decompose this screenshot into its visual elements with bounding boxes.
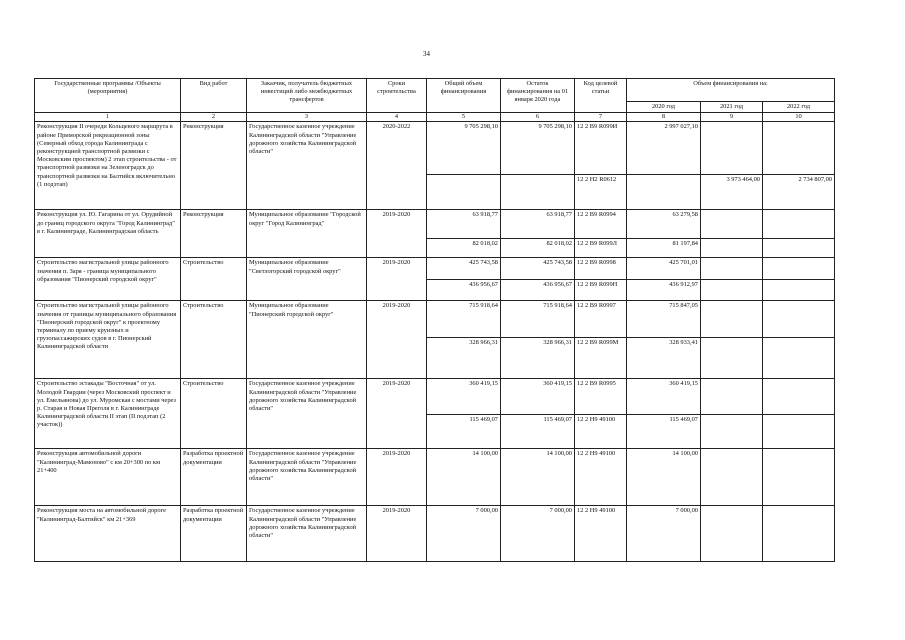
year-2022-cell (763, 301, 835, 338)
period-cell: 2019-2020 (367, 301, 427, 379)
year-2022-cell (763, 449, 835, 506)
header-remainder: Остаток финансирования на 01 января 2020 года (501, 79, 575, 113)
object-name-cell: Строительство эстакады "Восточная" от ул. Молодой Гвардии (через Московский проспект и ул. Емельянова) до ул. Муромская с мостами через р. Старая и Новая Преголя в г. Калининграде Калининградской области II этап (II подэтап (2 участок)) (35, 379, 181, 449)
year-2020-cell: 2 997 027,10 (627, 122, 701, 175)
column-number: 10 (763, 113, 835, 122)
year-2020-cell: 425 701,01 (627, 258, 701, 280)
customer-cell: Государственное казенное учреждение Калининградской области "Управление дорожного хозяйства Калининградской области" (247, 122, 367, 210)
remainder-cell: 14 100,00 (501, 449, 575, 506)
customer-cell: Государственное казенное учреждение Калининградской области "Управление дорожного хозяйства Калининградской области" (247, 449, 367, 506)
total-cell: 63 918,77 (427, 210, 501, 239)
year-2021-cell (701, 301, 763, 338)
year-2021-cell: 3 973 464,00 (701, 175, 763, 210)
work-type-cell: Реконструкция (181, 210, 247, 258)
object-name-cell: Реконструкция II очереди Кольцевого маршрута в районе Приморской рекреационной зоны (Северный обход города Калининграда с реконструкцией транспортной развязки с Московским проспектом) 2 этап строительства - от транспортной развязки на Зеленоградск до транспортной развязки на Балтийск включительно (1 подэтап) (35, 122, 181, 210)
remainder-cell: 328 966,31 (501, 338, 575, 379)
header-year-2020: 2020 год (627, 102, 701, 113)
table-row (35, 506, 835, 562)
year-2021-cell (701, 280, 763, 301)
page-number: 34 (423, 50, 430, 58)
work-type-cell: Разработка проектной документации (181, 449, 247, 506)
total-cell: 115 469,07 (427, 415, 501, 449)
year-2020-cell: 14 100,00 (627, 449, 701, 506)
header-code: Код целевой статьи (575, 79, 627, 113)
work-type-cell: Реконструкция (181, 122, 247, 210)
work-type-cell: Строительство (181, 379, 247, 449)
code-cell: 12 2 B9 R0998 (575, 258, 627, 280)
period-cell: 2019-2020 (367, 449, 427, 506)
total-cell: 328 966,31 (427, 338, 501, 379)
column-number: 2 (181, 113, 247, 122)
code-cell: 12 2 B9 R0997 (575, 301, 627, 338)
year-2020-cell: 7 000,00 (627, 506, 701, 562)
header-customer: Заказчик, получатель бюджетных инвестиций либо межбюджетных трансфертов (247, 79, 367, 113)
header-row (35, 79, 835, 102)
year-2020-cell: 115 469,07 (627, 415, 701, 449)
total-cell: 436 956,67 (427, 280, 501, 301)
total-cell: 425 743,58 (427, 258, 501, 280)
remainder-cell: 360 419,15 (501, 379, 575, 415)
customer-cell: Государственное казенное учреждение Калининградской области "Управление дорожного хозяйства Калининградской области" (247, 506, 367, 562)
year-2020-cell: 81 197,84 (627, 239, 701, 258)
year-2020-cell: 63 279,58 (627, 210, 701, 239)
year-2021-cell (701, 258, 763, 280)
year-2021-cell (701, 449, 763, 506)
column-number: 7 (575, 113, 627, 122)
code-cell: 12 2 B9 R0995 (575, 379, 627, 415)
total-cell: 9 705 298,10 (427, 122, 501, 175)
header-period: Сроки строительства (367, 79, 427, 113)
code-cell: 12 2 H9 49100 (575, 415, 627, 449)
column-number: 5 (427, 113, 501, 122)
header-program: Государственные программы /Объекты (мероприятия) (35, 79, 181, 113)
table-row (35, 210, 835, 239)
header-year-2022: 2022 год (763, 102, 835, 113)
object-name-cell: Реконструкция автомобильной дороги "Калининград-Мамоново" с км 20+300 по км 21+400 (35, 449, 181, 506)
customer-cell: Муниципальное образование "Светлогорский городской округ" (247, 258, 367, 301)
year-2022-cell (763, 379, 835, 415)
code-cell: 12 2 B9 R099Н (575, 280, 627, 301)
remainder-cell: 82 018,02 (501, 239, 575, 258)
year-2020-cell: 328 933,41 (627, 338, 701, 379)
header-total: Общий объем финансирования (427, 79, 501, 113)
year-2020-cell: 715 847,05 (627, 301, 701, 338)
year-2022-cell (763, 415, 835, 449)
header-work-type: Вид работ (181, 79, 247, 113)
column-number-row (35, 113, 835, 122)
year-2020-cell: 360 419,15 (627, 379, 701, 415)
column-number: 3 (247, 113, 367, 122)
customer-cell: Муниципальное образование "Пионерский городской округ" (247, 301, 367, 379)
year-2021-cell (701, 239, 763, 258)
year-2022-cell (763, 122, 835, 175)
column-number: 1 (35, 113, 181, 122)
year-2021-cell (701, 379, 763, 415)
year-2022-cell (763, 258, 835, 280)
code-cell: 12 2 H2 R0612 (575, 175, 627, 210)
remainder-cell (501, 175, 575, 210)
table-row (35, 258, 835, 280)
code-cell: 12 2 B9 R099Л (575, 239, 627, 258)
year-2022-cell (763, 506, 835, 562)
customer-cell: Муниципальное образование "Городской округ "Город Калининград" (247, 210, 367, 258)
year-2021-cell (701, 122, 763, 175)
table-row (35, 449, 835, 506)
remainder-cell: 436 956,67 (501, 280, 575, 301)
total-cell: 360 419,15 (427, 379, 501, 415)
column-number: 4 (367, 113, 427, 122)
total-cell: 82 018,02 (427, 239, 501, 258)
work-type-cell: Разработка проектной документации (181, 506, 247, 562)
table-row (35, 122, 835, 175)
year-2021-cell (701, 338, 763, 379)
header-funding: Объем финансирования на: (627, 79, 835, 102)
year-2021-cell (701, 210, 763, 239)
total-cell: 7 000,00 (427, 506, 501, 562)
remainder-cell: 715 918,64 (501, 301, 575, 338)
object-name-cell: Строительство магистральной улицы районного значения от границы муниципального образования "Пионерский городской округ" к проектному терминалу по приему круизных и грузопассажирских судов в г. Пионерский Калининградской области (35, 301, 181, 379)
code-cell: 12 2 B9 R099И (575, 122, 627, 175)
column-number: 9 (701, 113, 763, 122)
work-type-cell: Строительство (181, 258, 247, 301)
year-2022-cell (763, 338, 835, 379)
object-name-cell: Реконструкция моста на автомобильной дороге "Калининград-Балтийск" км 21+369 (35, 506, 181, 562)
table-body (35, 79, 835, 562)
remainder-cell: 115 469,07 (501, 415, 575, 449)
code-cell: 12 2 H9 49100 (575, 449, 627, 506)
year-2021-cell (701, 415, 763, 449)
header-year-2021: 2021 год (701, 102, 763, 113)
total-cell: 14 100,00 (427, 449, 501, 506)
period-cell: 2019-2020 (367, 210, 427, 258)
table-row (35, 379, 835, 415)
period-cell: 2019-2020 (367, 506, 427, 562)
period-cell: 2020-2022 (367, 122, 427, 210)
period-cell: 2019-2020 (367, 258, 427, 301)
year-2022-cell (763, 210, 835, 239)
year-2022-cell (763, 280, 835, 301)
year-2020-cell (627, 175, 701, 210)
total-cell: 715 918,64 (427, 301, 501, 338)
code-cell: 12 2 B9 R0994 (575, 210, 627, 239)
object-name-cell: Строительство магистральной улицы районного значения п. Заря - граница муниципального образования "Пионерский городской округ" (35, 258, 181, 301)
code-cell: 12 2 H9 49100 (575, 506, 627, 562)
column-number: 8 (627, 113, 701, 122)
customer-cell: Государственное казенное учреждение Калининградской области "Управление дорожного хозяйства Калининградской области" (247, 379, 367, 449)
remainder-cell: 7 000,00 (501, 506, 575, 562)
budget-table (34, 78, 835, 562)
object-name-cell: Реконструкция ул. Ю. Гагарина от ул. Орудийной до границ городского округа "Город Калининград" в г. Калининграде, Калининградская область (35, 210, 181, 258)
column-number: 6 (501, 113, 575, 122)
year-2022-cell (763, 239, 835, 258)
remainder-cell: 425 743,58 (501, 258, 575, 280)
table-row (35, 301, 835, 338)
remainder-cell: 9 705 298,10 (501, 122, 575, 175)
total-cell (427, 175, 501, 210)
period-cell: 2019-2020 (367, 379, 427, 449)
remainder-cell: 63 918,77 (501, 210, 575, 239)
code-cell: 12 2 B9 R099М (575, 338, 627, 379)
year-2021-cell (701, 506, 763, 562)
work-type-cell: Строительство (181, 301, 247, 379)
year-2022-cell: 2 734 807,00 (763, 175, 835, 210)
year-2020-cell: 436 912,97 (627, 280, 701, 301)
